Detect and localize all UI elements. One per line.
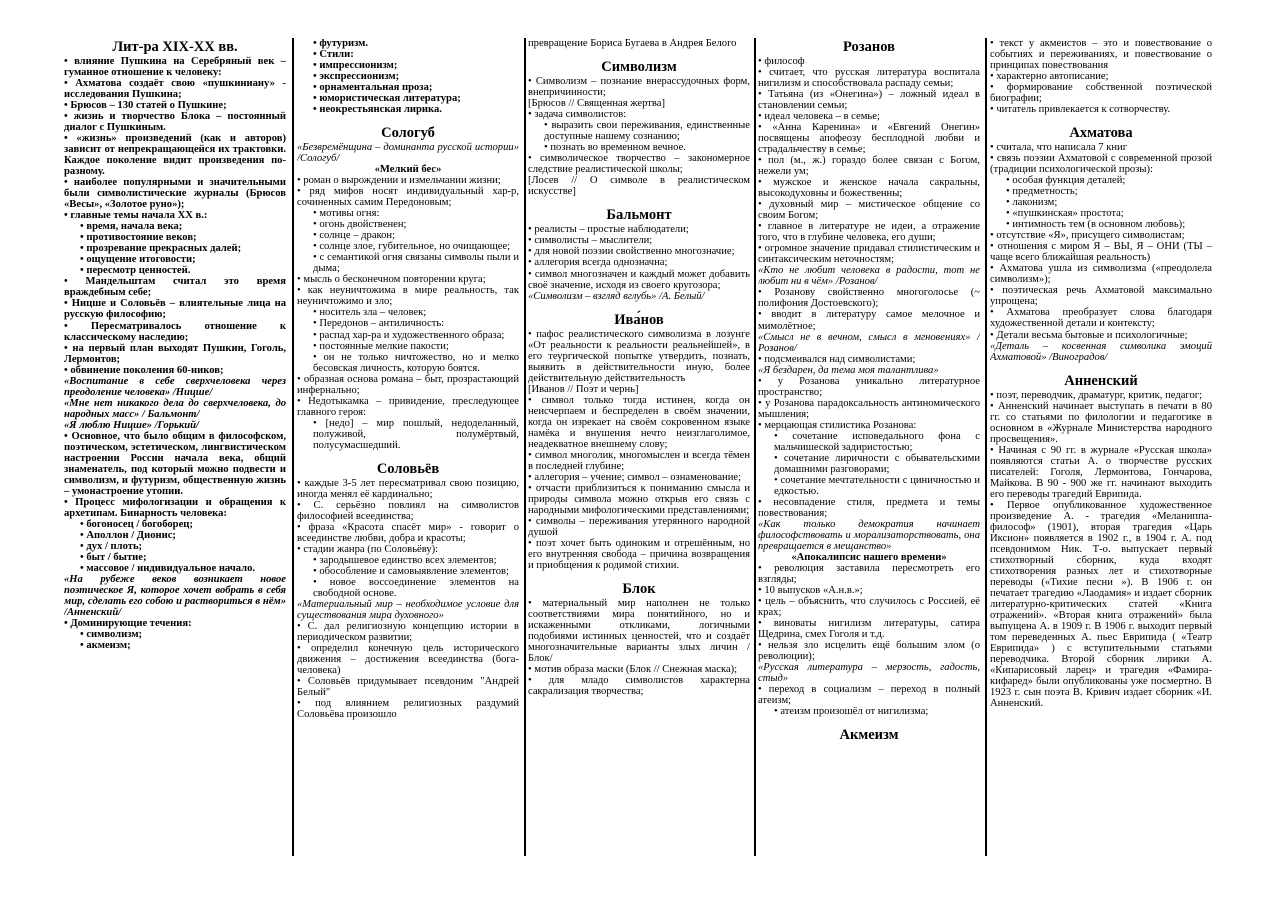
bullet-item: • Розанову свойственно многоголосье (~ полифония Достоевского); — [758, 287, 980, 309]
bullet-item: • каждые 3-5 лет пересматривал свою позицию, иногда менял её кардинально; — [297, 478, 519, 500]
bullet-item: • читатель привлекается к сотворчеству. — [990, 104, 1212, 115]
bullet-item: • футуризм. — [297, 38, 519, 49]
bullet-item: • атеизм произошёл от нигилизма; — [758, 706, 980, 717]
bullet-item: • акмеизм; — [64, 640, 286, 651]
quote-line: «Безвремёнщина – доминанта русской истории» /Сологуб/ — [297, 142, 519, 165]
bullet-item: • Ахматова создаёт свою «пушкиниану» - исследования Пушкина; — [64, 78, 286, 100]
bullet-item: • роман о вырождении и измельчании жизни; — [297, 175, 519, 186]
section-heading: Лит-ра XIX-XX вв. — [112, 39, 238, 55]
bullet-item: • связь поэзии Ахматовой с современной прозой (традиции психологической прозы): — [990, 153, 1212, 175]
bullet-item: • Пересматривалось отношение к классическому наследию; — [64, 321, 286, 343]
bullet-item: • Процесс мифологизации и обращения к архетипам. Бинарность человека: — [64, 497, 286, 519]
quote-line: «Как только демократия начинает философствовать и морализаторствовать, она превращается в мещанство» — [758, 518, 980, 552]
bullet-item: • обвинение поколения 60-ников; — [64, 365, 286, 376]
bullet-item: • символисты – мыслители; — [528, 235, 750, 246]
bullet-item: • духовный мир – мистическое общение со своим Богом; — [758, 199, 980, 221]
bullet-item: • С. дал религиозную концепцию истории в периодическом развитии; — [297, 621, 519, 643]
bullet-item: • Ницше и Соловьёв – влиятельные лица на русскую философию; — [64, 298, 286, 320]
column-divider — [985, 38, 987, 856]
bullet-item: • считает, что русская литература воспитала нигилизм и способствовала распаду семьи; — [758, 67, 980, 89]
bullet-item: • как неуничтожима в мире реальность, так неуничтожимо и зло; — [297, 285, 519, 307]
quote-line: «Русская литература – мерзость, гадость, стыд» — [758, 661, 980, 684]
column-divider — [292, 38, 294, 856]
bullet-item: • символ многолик, многомыслен и всегда тёмен в последней глубине; — [528, 450, 750, 472]
bullet-item: • с семантикой огня связаны символы пыли и дыма; — [297, 252, 519, 274]
bullet-item: • задача символистов: — [528, 109, 750, 120]
bullet-item: • познать во временном вечное. — [528, 142, 750, 153]
bullet-item: • Мандельштам считал это время враждебным себе; — [64, 276, 286, 298]
bullet-item: • для младо символистов характерна сакрализация творчества; — [528, 675, 750, 697]
bullet-item: • «пушкинская» простота; — [990, 208, 1212, 219]
bullet-item: • Начиная с 90 гг. в журнале «Русская школа» появляются статьи А. о творчестве русских писателей: Гоголя, Лермонтова, Гончарова, Майкова. В 90 - 900 же гг. начинают выходить его переводы трагедий Еврипида. — [990, 445, 1212, 500]
quote-line: «Смысл не в вечном, смысл в мгновениях» /Розанов/ — [758, 331, 980, 354]
bullet-item: • характерно автописание; — [990, 71, 1212, 82]
bullet-item: • символ только тогда истинен, когда он неисчерпаем и беспределен в своём значении, когда он изрекает на своём сокровенном языке намёка и внушения нечто неизглаголимое, неадекватное внешнему слову; — [528, 395, 750, 450]
bullet-item: • обособление и самовыявление элементов; — [297, 566, 519, 577]
bullet-item: • революция заставила пересмотреть его взгляды; — [758, 563, 980, 585]
quote-line: «Я люблю Ницше» /Горький/ — [64, 419, 199, 431]
section-gap — [297, 451, 519, 460]
bullet-item: • противостояние веков; — [64, 232, 286, 243]
bullet-item: • Основное, что было общим в философском, поэтическом, эстетическом, лингвистическом настроении России начала века, общий знаменатель, под который можно подвести и символизм, и футуризм, общественную жизнь – умонастроение утопии. — [64, 431, 286, 497]
bullet-item: • Недотыкамка – привидение, преследующее главного героя: — [297, 396, 519, 418]
bullet-item: • нельзя зло исцелить ещё большим злом (о революции); — [758, 640, 980, 662]
bullet-item: • материальный мир наполнен не только соответствиями мира понятийного, но и искаженными откликами, логичными подобиями истинных ценностей, что и создаёт многозначительные варианты злых личин / Блок/ — [528, 598, 750, 664]
section-heading: Акмеизм — [839, 727, 899, 744]
text-line: [Брюсов // Священная жертва] — [528, 98, 665, 110]
bullet-item: • идеал человека – в семье; — [758, 111, 980, 122]
bullet-item: • аллегория – учение; символ – ознаменование; — [528, 472, 750, 483]
bullet-item: • формирование собственной поэтической биографии; — [990, 82, 1212, 104]
section-heading: Блок — [622, 581, 656, 598]
bullet-item: • мужское и женское начала сакральны, высокодуховны и божественны; — [758, 177, 980, 199]
bullet-item: • Брюсов – 130 статей о Пушкине; — [64, 100, 286, 111]
bullet-item: • Ахматова ушла из символизма («преодолела символизм»); — [990, 263, 1212, 285]
bullet-item: • влияние Пушкина на Серебряный век – гуманное отношение к человеку: — [64, 56, 286, 78]
bullet-item: • мысль о бесконечном повторении круга; — [297, 274, 519, 285]
section-heading: Анненский — [1064, 372, 1138, 389]
bullet-item: • 10 выпусков «А.н.в.»; — [758, 585, 980, 596]
bullet-item: • аллегория всегда однозначна; — [528, 257, 750, 268]
column-5 — [990, 38, 1212, 856]
bullet-item: • фраза «Красота спасёт мир» - говорит о всеединстве любви, добра и красоты; — [297, 522, 519, 544]
bullet-item: • импрессионизм; — [297, 60, 519, 71]
bullet-item: • несовпадение стиля, предмета и темы повествования; — [758, 497, 980, 519]
section-gap — [758, 717, 980, 726]
bullet-item: • быт / бытие; — [64, 552, 286, 563]
bullet-item: • распад хар-ра и художественного образа; — [297, 330, 519, 341]
bullet-item: • «жизнь» произведений (как и авторов) зависит от непрекращающейся их трактовки. Каждое поколение видит произведения по-разному. — [64, 133, 286, 177]
quote-line: «На рубеже веков возникает новое поэтическое Я, которое хочет вобрать в себя мир, сделать его собою и раствориться в нём» /Анненский/ — [64, 573, 286, 618]
section-heading: Ахматова — [1069, 125, 1133, 142]
bullet-item: • для новой поэзии свойственно многозначие; — [528, 246, 750, 257]
section-gap — [528, 302, 750, 311]
bullet-item: • главное в литературе не идеи, а отражение того, что в глубине человека, его души; — [758, 221, 980, 243]
bullet-item: • главные темы начала XX в.: — [64, 210, 286, 221]
bullet-item: • Доминирующие течения: — [64, 618, 286, 629]
quote-line: «Мне нет никакого дела до сверхчеловека, до народных масс» / Бальмонт/ — [64, 397, 286, 420]
section-gap — [528, 49, 750, 58]
bullet-item: • Ахматова преобразует слова благодаря художественной детали и контексту; — [990, 307, 1212, 329]
bullet-item: • отношения с миром Я – ВЫ, Я – ОНИ (ТЫ – чаще всего ближайшая реальность) — [990, 241, 1212, 263]
bullet-item: • орнаментальная проза; — [297, 82, 519, 93]
bullet-item: • Стили: — [297, 49, 519, 60]
quote-line: «Кто не любит человека в радости, тот не любит ни в чём» /Розанов/ — [758, 265, 980, 288]
bullet-item: • сочетание лиричности с обывательскими домашними разговорами; — [758, 453, 980, 475]
quote-line: «Символизм – взгляд вглубь» /А. Белый/ — [528, 290, 705, 302]
bullet-item: • интимность тем (в основном любовь); — [990, 219, 1212, 230]
bullet-item: • поэт, переводчик, драматург, критик, педагог; — [990, 390, 1212, 401]
column-divider — [524, 38, 526, 856]
bullet-item: • жизнь и творчество Блока – постоянный диалог с Пушкиным. — [64, 111, 286, 133]
bullet-item: • носитель зла – человек; — [297, 307, 519, 318]
bullet-item: • солнце – дракон; — [297, 230, 519, 241]
bullet-item: • С. серьёзно повлиял на символистов философией всеединства; — [297, 500, 519, 522]
bullet-item: • прозревание прекрасных далей; — [64, 243, 286, 254]
section-gap — [297, 115, 519, 124]
bullet-item: • «Анна Каренина» и «Евгений Онегин» посвящены апофеозу бесплодной любви и страдальчеству в семье; — [758, 122, 980, 155]
section-heading: Ива́нов — [614, 311, 664, 328]
bullet-item: • постоянные мелкие пакости; — [297, 341, 519, 352]
bullet-item: • у Розанова уникально литературное пространство; — [758, 376, 980, 398]
section-heading: Бальмонт — [606, 207, 672, 224]
text-line: «Апокалипсис нашего времени» — [791, 551, 947, 563]
column-4 — [758, 38, 980, 856]
column-divider — [754, 38, 756, 856]
bullet-item: • мерцающая стилистика Розанова: — [758, 420, 980, 431]
bullet-item: • символы – переживания утерянного народной душой — [528, 516, 750, 538]
bullet-item: • особая функция деталей; — [990, 175, 1212, 186]
section-gap — [528, 197, 750, 206]
bullet-item: • Татьяна (из «Онегина») – ложный идеал в становлении семьи; — [758, 89, 980, 111]
bullet-item: • наиболее популярными и значительными были символистические журналы (Брюсов «Весы», «Золотое руно»); — [64, 177, 286, 210]
bullet-item: • у Розанова парадоксальность антиномического мышления; — [758, 398, 980, 420]
bullet-item: • огромное значение придавал стилистическим и синтаксическим неточностям; — [758, 243, 980, 265]
bullet-item: • экспрессионизм; — [297, 71, 519, 82]
bullet-item: • философ — [758, 56, 980, 67]
bullet-item: • ощущение итоговости; — [64, 254, 286, 265]
section-gap — [528, 571, 750, 580]
bullet-item: • отчасти приблизиться к пониманию смысла и природы символа можно открыв его связь с народными мифологическими представлениями; — [528, 483, 750, 516]
bullet-item: • виноваты нигилизм литературы, сатира Щедрина, смех Гоголя и т.д. — [758, 618, 980, 640]
bullet-item: • текст у акмеистов – это и повествование о событиях и переживаниях, и повествование о принципах повествования — [990, 38, 1212, 71]
bullet-item: • сочетание мечтательности с циничностью и едкостью. — [758, 475, 980, 497]
section-heading: Сологуб — [381, 125, 435, 142]
section-gap — [990, 363, 1212, 372]
bullet-item: • символ многозначен и каждый может добавить своё значение, исходя из своего кругозора; — [528, 269, 750, 291]
column-2 — [297, 38, 519, 856]
bullet-item: • пафос реалистического символизма в лозунге «От реальности к реальности реальнейшей», в его теургической попытке утвердить, познать, выявить в действительности иную, более действительную действительность — [528, 329, 750, 384]
bullet-item: • он не только ничтожество, но и мелко бесовская личность, которую боятся. — [297, 352, 519, 374]
bullet-item: • определил конечную цель исторического движения – достижения всеединства (бога-человека) — [297, 643, 519, 676]
quote-line: «Материальный мир – необходимое условие для существования мира духовного» — [297, 598, 519, 621]
bullet-item: • ряд мифов носят индивидуальный хар-р, сочиненных самим Передоновым; — [297, 186, 519, 208]
bullet-item: • Передонов – антиличность: — [297, 318, 519, 329]
bullet-item: • на первый план выходят Пушкин, Гоголь, Лермонтов; — [64, 343, 286, 365]
bullet-item: • массовое / индивидуальное начало. — [64, 563, 286, 574]
bullet-item: • поэт хочет быть одиноким и отрешённым, но его внутренняя свобода – причина возвращения и приобщения к родимой стихии. — [528, 538, 750, 571]
bullet-item: • дух / плоть; — [64, 541, 286, 552]
section-heading: Символизм — [601, 59, 677, 76]
column-1 — [64, 38, 286, 856]
quote-line: «Воспитание в себе сверхчеловека через преодоление человека» /Ницше/ — [64, 375, 286, 398]
quote-line: «Деталь – косвенная символика эмоций Ахматовой» /Виноградов/ — [990, 340, 1212, 363]
text-line: превращение Бориса Бугаева в Андрея Белого — [528, 38, 737, 49]
document-page — [64, 38, 1216, 856]
bullet-item: • поэтическая речь Ахматовой максимально упрощена; — [990, 285, 1212, 307]
bullet-item: • огонь двойственен; — [297, 219, 519, 230]
bullet-item: • предметность; — [990, 186, 1212, 197]
quote-line: «Я бездарен, да тема моя талантлива» — [758, 364, 939, 376]
bullet-item: • Символизм – познание внерассудочных форм, внепричинности; — [528, 76, 750, 98]
bullet-item: • [недо] – мир пошлый, недоделанный, полуживой, полумёртвый, полусумасшедший. — [297, 418, 519, 451]
bullet-item: • Детали весьма бытовые и психологичные; — [990, 330, 1212, 341]
bullet-item: • отсутствие «Я», присущего символистам; — [990, 230, 1212, 241]
bullet-item: • считала, что написала 7 книг — [990, 142, 1212, 153]
bullet-item: • переход в социализм – переход в полный атеизм; — [758, 684, 980, 706]
bullet-item: • юмористическая литература; — [297, 93, 519, 104]
section-heading: Соловьёв — [376, 460, 440, 477]
bullet-item: • цель – объяснить, что случилось с Россией, её крах; — [758, 596, 980, 618]
bullet-item: • мотивы огня: — [297, 208, 519, 219]
bullet-item: • новое воссоединение элементов на свободной основе. — [297, 577, 519, 599]
bullet-item: • Аполлон / Дионис; — [64, 530, 286, 541]
bullet-item: • Анненский начинает выступать в печати в 80 гг. со статьями по филологии и педагогике в основном в «Журнале Министерства народного просвещения». — [990, 401, 1212, 445]
text-line: [Иванов // Поэт и чернь] — [528, 383, 639, 395]
bullet-item: • солнце злое, губительное, но очищающее; — [297, 241, 519, 252]
bullet-item: • зародышевое единство всех элементов; — [297, 555, 519, 566]
column-3 — [528, 38, 750, 856]
bullet-item: • мотив образа маски (Блок // Снежная маска); — [528, 664, 750, 675]
text-line: «Мелкий бес» — [374, 164, 442, 176]
bullet-item: • время, начала века; — [64, 221, 286, 232]
bullet-item: • Первое опубликованное художественное произведение А. - трагедия «Меланиппа-философ» (1901), вторая трагедия «Царь Иксион» появляется в 1902 г., в 1904 г. А. под псевдонимом Ник. Т-о. выпускает первый стихотворный сборник, куда входят стихотворения разных лет и стихотворные переводы («Тихие песни »). В 1906 г. он печатает трагедию «Лаодамия» и издает сборник литературно-критических статей «Книга отражений». «Вторая книга отражений» была выпущена А. в 1909 г. В 1906 г. выходит первый том переведенных А. пьес Еврипида ( «Театр Еврипида» ) с вступительными статьями переводчика. Второй сборник лирики А. «Кипарисовый ларец» и трагедия «Фамира-кифаред» были опубликованы уже посмертно. В 1923 г. сын поэта В. Кривич издает сборник «И. Анненский. — [990, 500, 1212, 709]
bullet-item: • реалисты – простые наблюдатели; — [528, 224, 750, 235]
bullet-item: • символическое творчество – закономерное следствие реалистической школы; — [528, 153, 750, 175]
bullet-item: • пол (м., ж.) гораздо более связан с Богом, нежели ум; — [758, 155, 980, 177]
section-gap — [990, 115, 1212, 124]
bullet-item: • богоносец / богоборец; — [64, 519, 286, 530]
bullet-item: • подсмеивался над символистами; — [758, 354, 980, 365]
bullet-item: • символизм; — [64, 629, 286, 640]
bullet-item: • под влиянием религиозных раздумий Соловьёва произошло — [297, 698, 519, 720]
bullet-item: • неокрестьянская лирика. — [297, 104, 519, 115]
bullet-item: • выразить свои переживания, единственные доступные нашему сознанию; — [528, 120, 750, 142]
bullet-item: • сочетание исповедального фона с мальчишеской задиристостью; — [758, 431, 980, 453]
bullet-item: • вводит в литературу самое мелочное и мимолётное; — [758, 309, 980, 331]
bullet-item: • образная основа романа – быт, прозрастающий инфернально; — [297, 374, 519, 396]
bullet-item: • лаконизм; — [990, 197, 1212, 208]
bullet-item: • пересмотр ценностей. — [64, 265, 286, 276]
bullet-item: • стадии жанра (по Соловьёву): — [297, 544, 519, 555]
text-line: [Лосев // О символе в реалистическом искусстве] — [528, 175, 750, 198]
section-heading: Розанов — [843, 39, 895, 55]
bullet-item: • Соловьёв придумывает псевдоним "Андрей Белый" — [297, 676, 519, 698]
